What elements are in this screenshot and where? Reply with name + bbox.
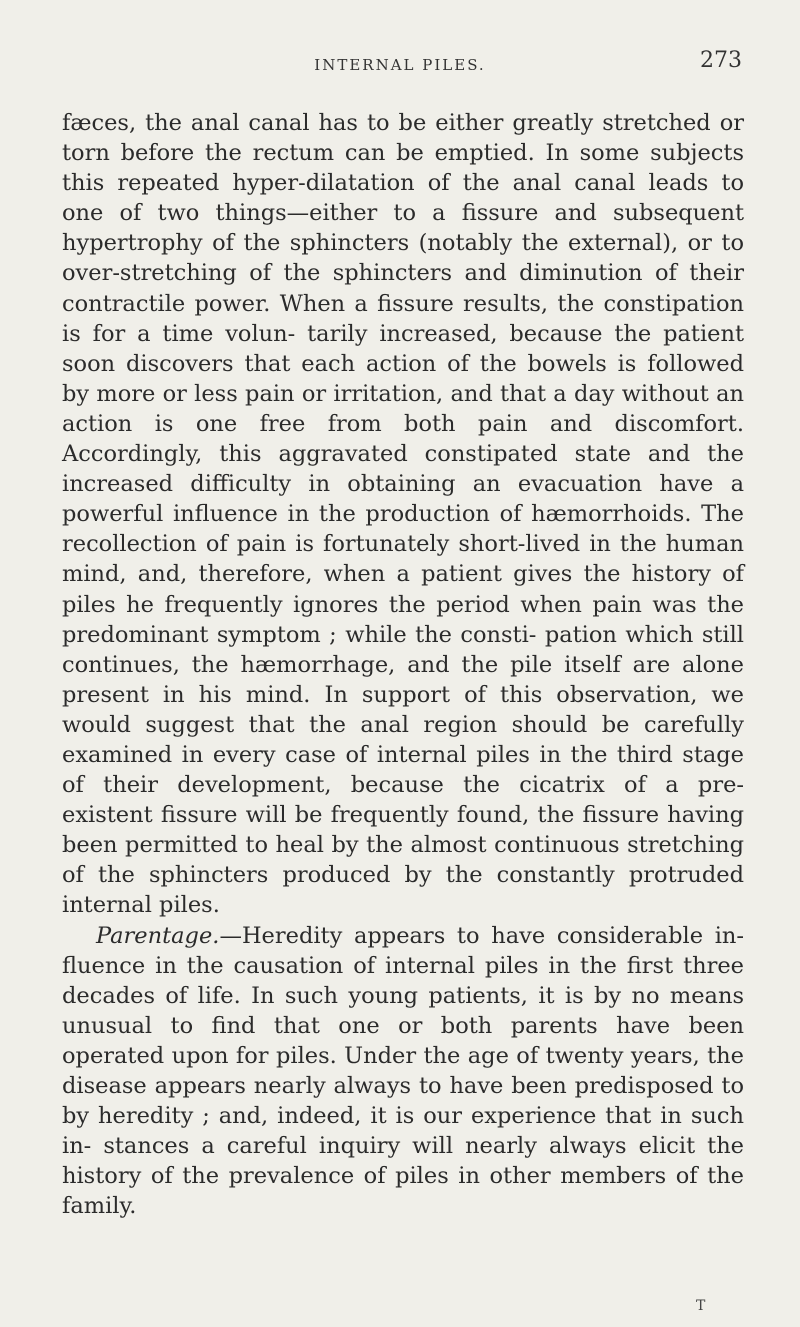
body-text (62, 108, 744, 1221)
paragraph-constipation: fæces, the anal canal has to be either greatly stretched or torn before the rectum can be emptied. In some subjects this repeated hyper-dilatation of the anal canal leads to one of two things—either to a fissure and subsequent hypertrophy of the sphincters (notably the external), or to over-stretching of the sphincters and diminution of their contractile power. When a fissure results, the constipation is for a time volun- tarily increased, because the patient soon discovers that each action of the bowels is followed by more or less pain or irritation, and that a day without an action is one free from both pain and discomfort. Accordingly, this aggravated constipated state and the increased difficulty in obtaining an evacuation have a powerful influence in the production of hæmorrhoids. The recollection of pain is fortunately short-lived in the human mind, and, therefore, when a patient gives the history of piles he frequently ignores the period when pain was the predominant symptom ; while the consti- pation which still continues, the hæmorrhage, and the pile itself are alone present in his mind. In support of this observation, we would suggest that the anal region should be carefully examined in every case of internal piles in the third stage of their development, because the cicatrix of a pre- existent fissure will be frequently found, the fissure having been permitted to heal by the almost continuous stretching of the sphincters produced by the constantly protruded internal piles. (62, 110, 744, 919)
paragraph-parentage (62, 921, 744, 1222)
section-heading-parentage: Parentage. (96, 922, 220, 949)
running-head: INTERNAL PILES. (314, 56, 486, 74)
signature-mark: T (696, 1298, 706, 1314)
paragraph-parentage-text: —Heredity appears to have considerable in- fluence in the causation of internal piles in the first three decades of life. In such young patients, it is by no means unusual to find that one or both parents have been operated upon for piles. Under the age of twenty years, the disease appears nearly always to have been predisposed to by heredity ; and, indeed, it is our experience that in such in- stances a careful inquiry will nearly always elicit the history of the prevalence of piles in other members of the family. (62, 922, 744, 1220)
page-number: 273 (700, 48, 742, 73)
